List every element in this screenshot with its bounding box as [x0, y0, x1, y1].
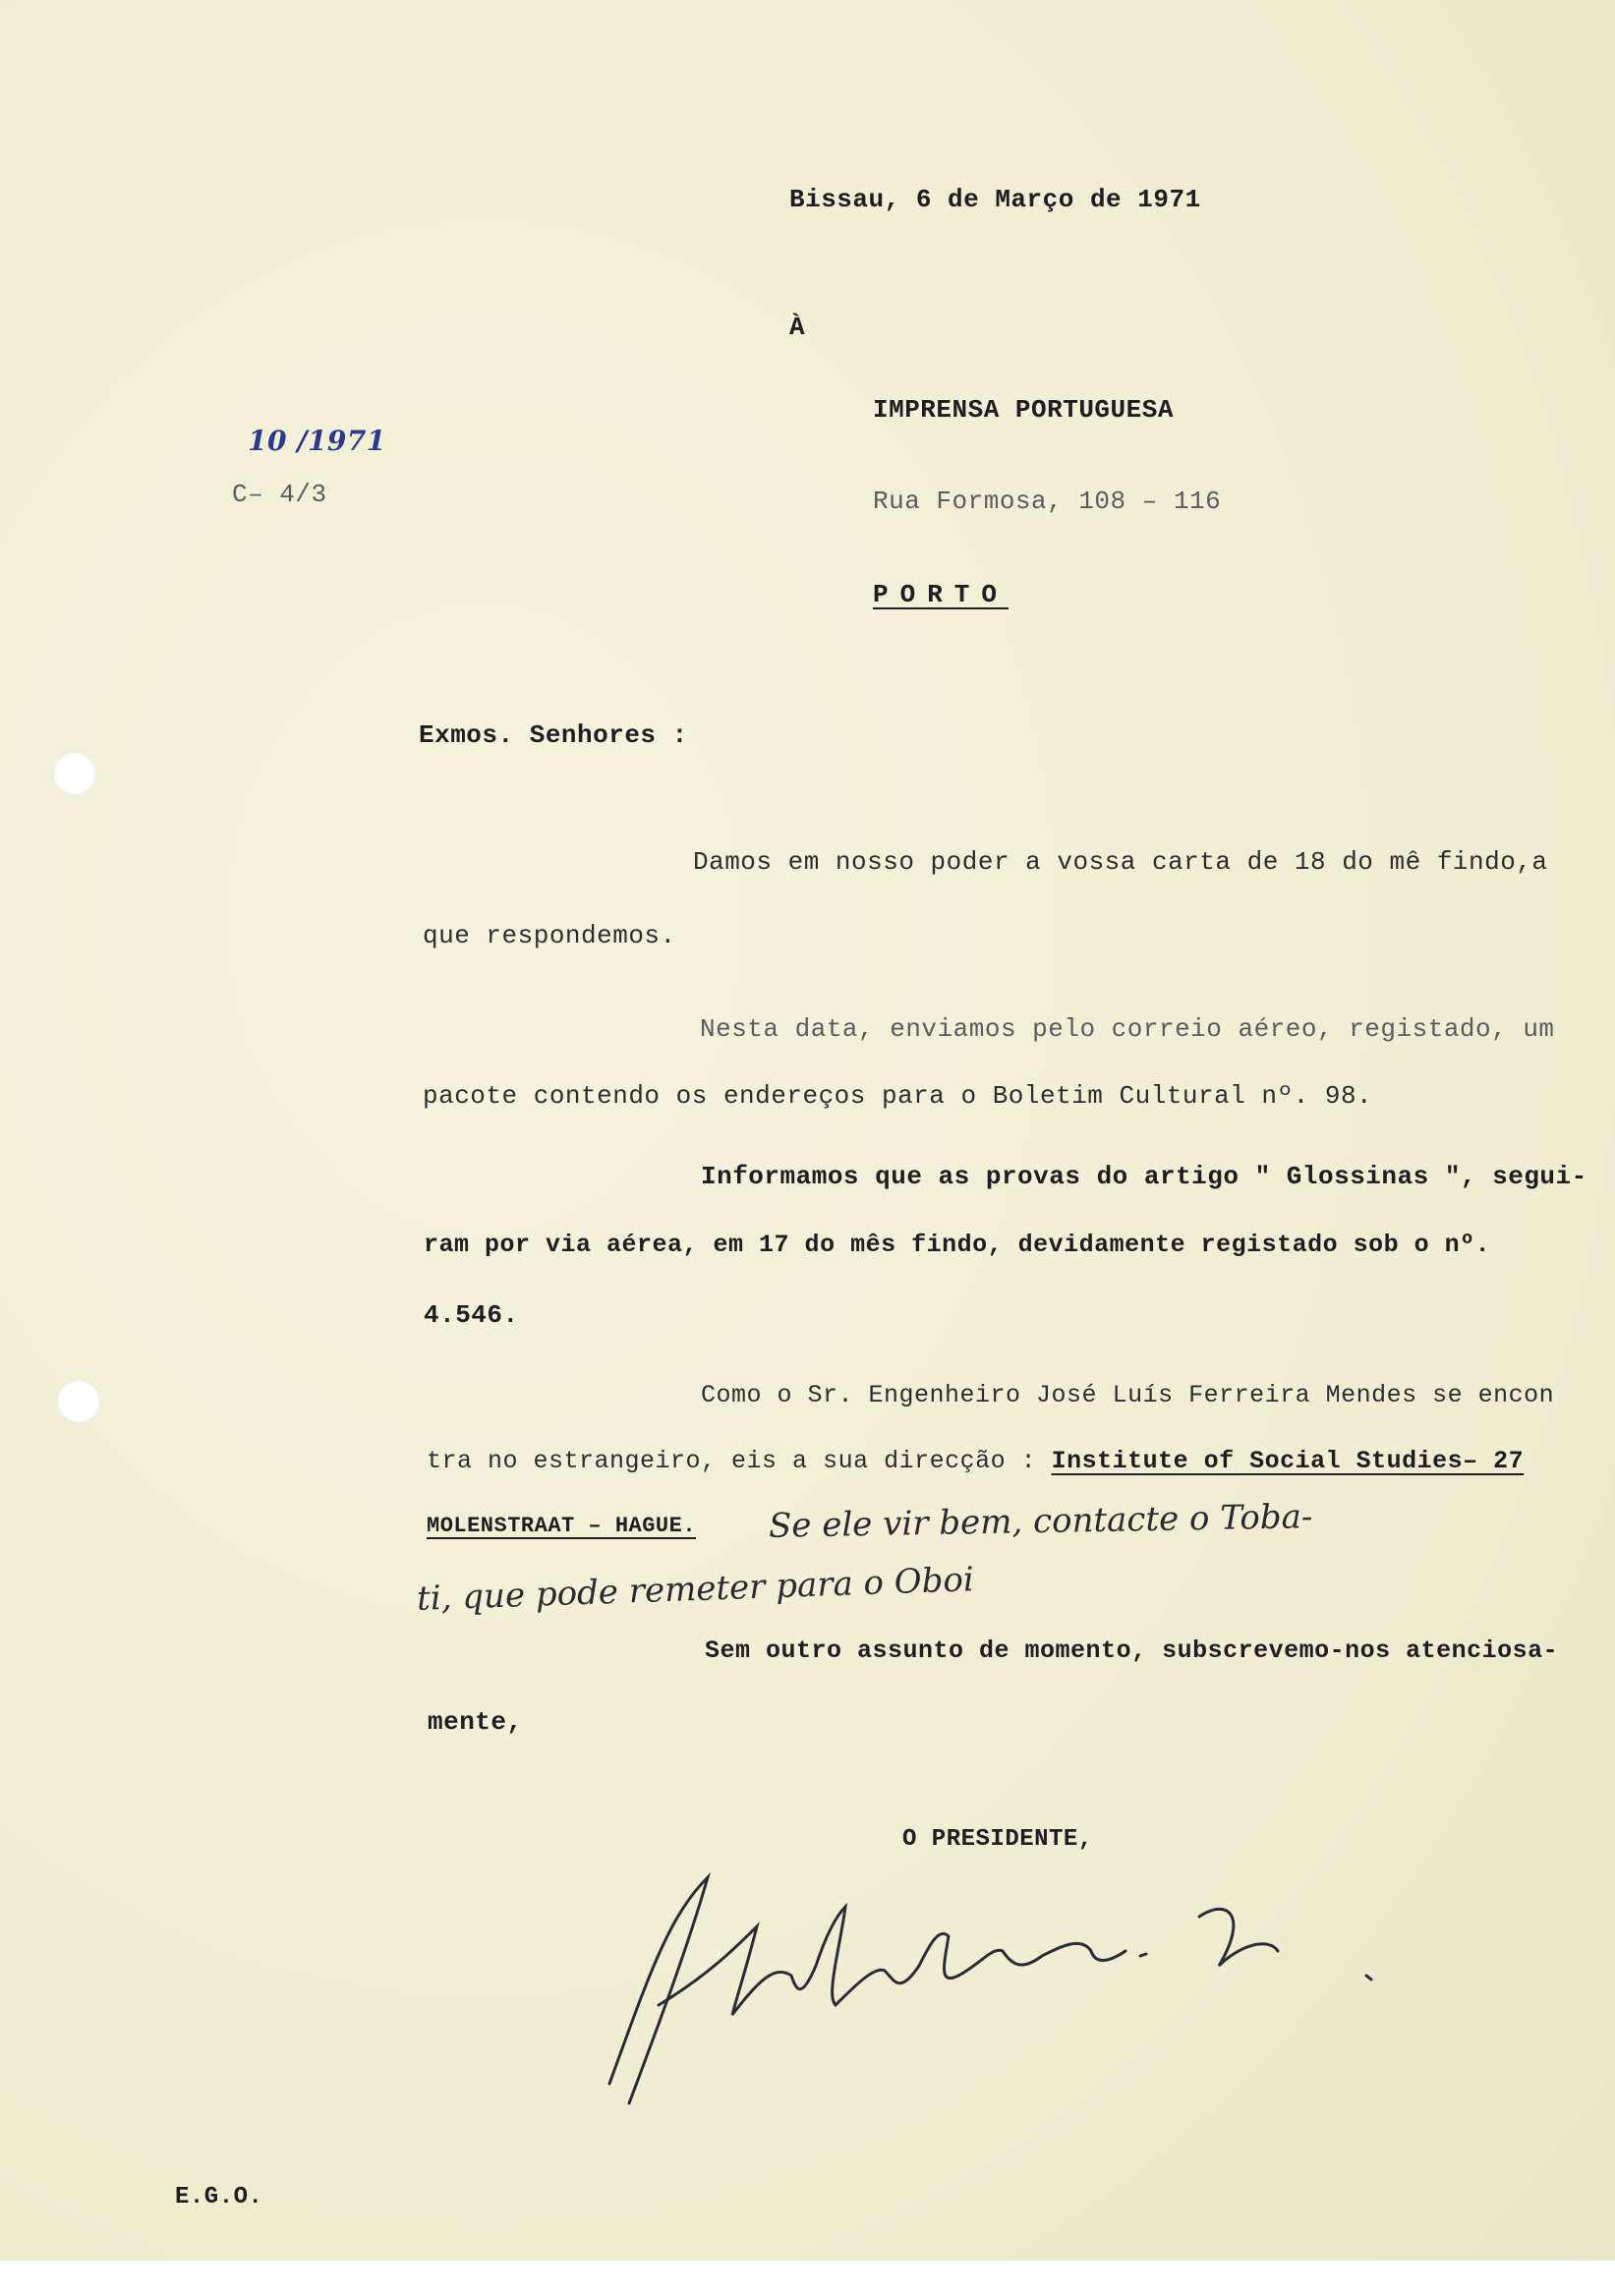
reference-number [248, 425, 386, 459]
paragraph-1-line-2: que respondemos. [423, 921, 676, 950]
paragraph-3-line-2: ram por via aérea, em 17 do mês findo, devidamente registado sob o nº. [424, 1231, 1491, 1259]
signature-scribble [590, 1858, 1474, 2113]
recipient-name: IMPRENSA PORTUGUESA [873, 395, 1174, 425]
footer-initials: E.G.O. [175, 2184, 263, 2210]
paragraph-3-line-1: Informamos que as provas do artigo " Glossinas ", segui- [701, 1162, 1587, 1191]
to-marker: À [789, 313, 806, 342]
paragraph-4-line-1: Como o Sr. Engenheiro José Luís Ferreira Mendes se encon [701, 1381, 1555, 1409]
reference-code: C– 4/3 [232, 480, 327, 509]
recipient-street: Rua Formosa, 108 – 116 [873, 487, 1222, 516]
date-line: Bissau, 6 de Março de 1971 [789, 185, 1201, 214]
paragraph-1-line-1: Damos em nosso poder a vossa carta de 18 do mê findo,a [693, 847, 1548, 877]
page-bottom-edge [0, 2261, 1615, 2296]
handwritten-note-line-1: Se ele vir bem, contacte o Toba- [768, 1497, 1313, 1546]
signature [590, 1858, 1474, 2113]
paragraph-4-line-2-text: tra no estrangeiro, eis a sua direcção : [427, 1447, 1052, 1475]
address-street: MOLENSTRAAT – HAGUE. [427, 1514, 697, 1538]
paragraph-5-line-1: Sem outro assunto de momento, subscrevemo-nos atenciosa- [705, 1636, 1559, 1665]
paragraph-2-line-2: pacote contendo os endereços para o Boletim Cultural nº. 98. [423, 1081, 1373, 1111]
paragraph-4-line-2 [427, 1447, 1524, 1475]
punch-hole-top [53, 752, 96, 795]
address-institute: Institute of Social Studies– 27 [1051, 1447, 1525, 1475]
closing-title: O PRESIDENTE, [902, 1826, 1093, 1853]
recipient-city: PORTO [873, 580, 1009, 609]
handwritten-note-line-2: ti, que pode remeter para o Oboi [416, 1560, 975, 1619]
punch-hole-bottom [57, 1380, 100, 1423]
reference-number-text: 10 /1971 [248, 425, 386, 457]
salutation: Exmos. Senhores : [419, 720, 688, 750]
paragraph-5-line-2: mente, [428, 1707, 523, 1737]
paragraph-3-line-3: 4.546. [424, 1300, 519, 1330]
paragraph-2-line-1: Nesta data, enviamos pelo correio aéreo, registado, um [700, 1014, 1555, 1044]
